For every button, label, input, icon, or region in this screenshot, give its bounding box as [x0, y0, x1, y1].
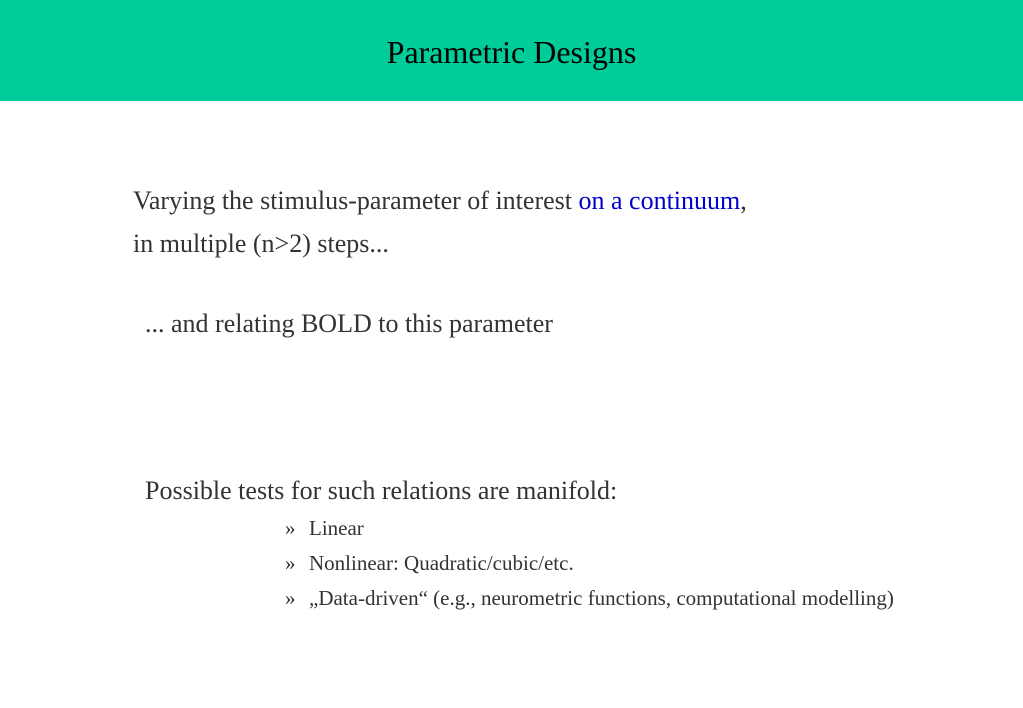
slide-title: Parametric Designs: [386, 34, 637, 70]
intro-text-comma: ,: [740, 186, 747, 215]
bullet-text-nonlinear: Nonlinear: Quadratic/cubic/etc.: [309, 551, 574, 575]
tests-list: [285, 514, 975, 619]
bullet-marker: »: [285, 551, 296, 575]
bullet-text-data-driven: „Data-driven“ (e.g., neurometric functions, computational modelling): [309, 586, 894, 610]
bullet-marker: »: [285, 516, 296, 540]
relating-statement: ... and relating BOLD to this parameter: [145, 309, 553, 338]
list-item: [285, 584, 975, 612]
intro-text-start: Varying the stimulus-parameter of interest: [133, 186, 579, 215]
bullet-marker: »: [285, 586, 296, 610]
intro-paragraph: [133, 179, 953, 265]
intro-highlight: on a continuum: [578, 186, 741, 215]
bullet-text-linear: Linear: [309, 516, 364, 540]
intro-line-2: in multiple (n>2) steps...: [133, 229, 389, 258]
list-item: [285, 514, 975, 542]
tests-heading: Possible tests for such relations are manifold:: [145, 476, 618, 505]
slide-header-bar: [0, 0, 1023, 101]
list-item: [285, 549, 975, 577]
